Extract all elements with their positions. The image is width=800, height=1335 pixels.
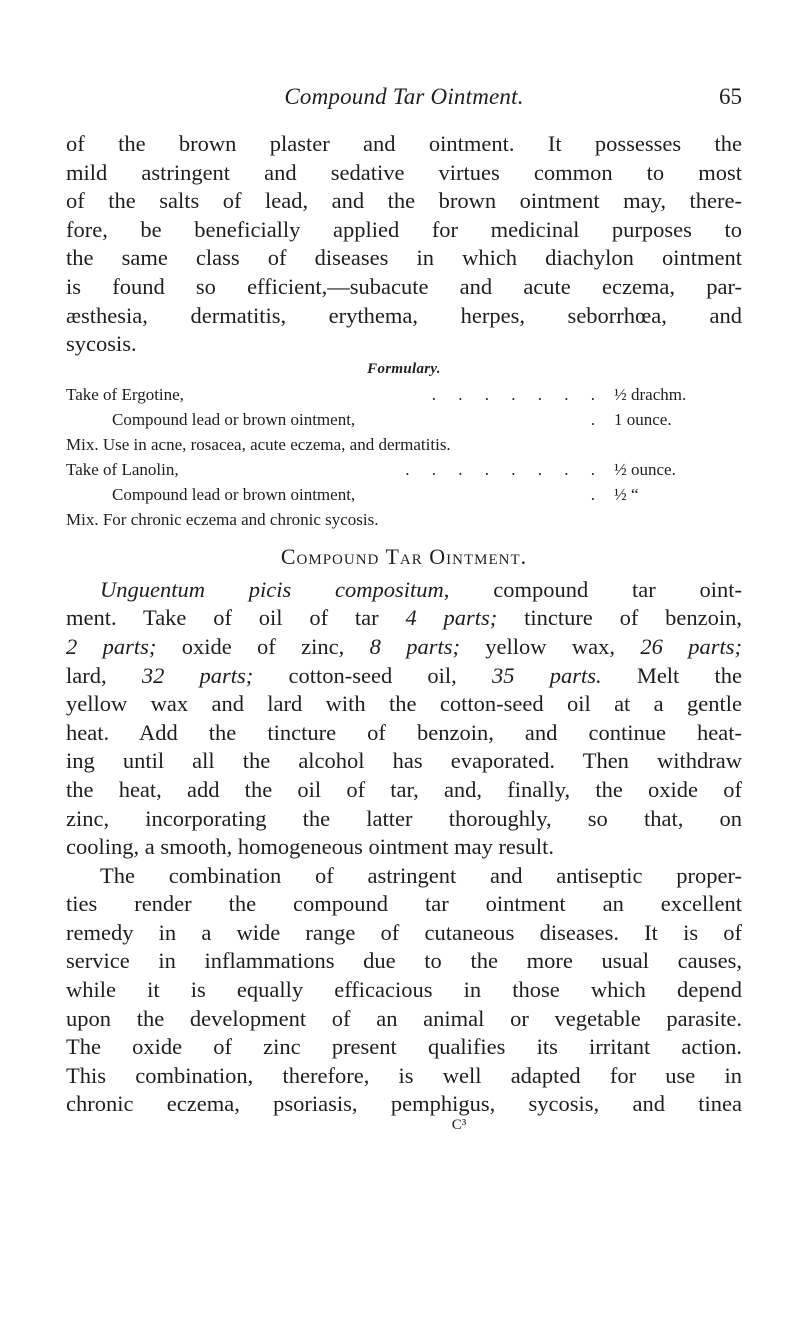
ingredient-amount: 1 ounce.: [614, 409, 672, 429]
leader-dots: . . . . . . .: [431, 384, 604, 404]
prescription-instructions: [66, 432, 742, 457]
prescription-line: [66, 482, 742, 507]
ingredient-label: Compound lead or brown ointment,: [112, 409, 356, 429]
ingredient-amount: ½ “: [614, 484, 639, 504]
intro-paragraph: [66, 130, 742, 359]
text-line: ment. Take of oil of tar 4 parts; tincture of benzoin,: [66, 605, 743, 631]
section-title: Compound Tar Ointment.: [280, 543, 528, 569]
text-line: while it is equally efficacious in those which depend: [66, 977, 742, 1003]
leader-dots: .: [590, 484, 604, 504]
text-line: the same class of diseases in which diachylon ointment: [66, 245, 742, 271]
text-line: sycosis.: [66, 331, 137, 357]
text-line: of the salts of lead, and the brown ointment may, there-: [66, 188, 742, 214]
leader-dots: . . . . . . . .: [405, 459, 604, 479]
formulary-block: [66, 382, 742, 532]
mix-instructions: Mix. Use in acne, rosacea, acute eczema, and dermatitis.: [66, 434, 451, 454]
text-line: lard, 32 parts; cotton-seed oil, 35 parts. Melt the: [66, 662, 743, 688]
ingredient-label: Compound lead or brown ointment,: [112, 484, 356, 504]
text-line: 2 parts; oxide of zinc, 8 parts; yellow wax, 26 parts;: [66, 633, 742, 659]
text-line: zinc, incorporating the latter thoroughly, so that, on: [66, 805, 742, 831]
text-line: upon the development of an animal or vegetable parasite.: [66, 1005, 742, 1031]
text-line: The oxide of zinc present qualifies its irritant action.: [66, 1034, 742, 1060]
mix-instructions: Mix. For chronic eczema and chronic sycosis.: [66, 509, 379, 529]
prescription-line: [66, 407, 742, 432]
text-line: Unguentum picis compositum, compound tar oint-: [100, 576, 742, 602]
text-line: fore, be beneficially applied for medicinal purposes to: [66, 216, 742, 242]
prescription-instructions: [66, 507, 742, 532]
body-paragraph: [66, 576, 742, 1119]
text-line: ing until all the alcohol has evaporated. Then withdraw: [66, 748, 742, 774]
page-header: [66, 84, 742, 124]
text-line: yellow wax and lard with the cotton-seed oil at a gentle: [66, 691, 742, 717]
formulary-heading: Formulary.: [367, 360, 441, 377]
text-line: mild astringent and sedative virtues common to most: [66, 159, 742, 185]
text-line: the heat, add the oil of tar, and, finally, the oxide of: [66, 776, 742, 802]
prescription-line: [66, 457, 742, 482]
text-line: chronic eczema, psoriasis, pemphigus, sycosis, and tinea: [66, 1091, 742, 1117]
page-number: 65: [719, 84, 742, 109]
text-line: æsthesia, dermatitis, erythema, herpes, seborrhœa, and: [66, 302, 742, 328]
text-line: of the brown plaster and ointment. It possesses the: [66, 131, 742, 156]
ingredient-label: Take of Ergotine,: [66, 384, 184, 404]
ingredient-amount: ½ drachm.: [614, 384, 687, 404]
book-page: [66, 0, 742, 1134]
signature-mark: C³: [451, 1117, 467, 1134]
ingredient-amount: ½ ounce.: [614, 459, 676, 479]
prescription-line: [66, 382, 742, 407]
text-line: The combination of astringent and antiseptic proper-: [100, 862, 742, 888]
text-line: is found so efficient,—subacute and acute eczema, par-: [66, 273, 742, 299]
text-line: remedy in a wide range of cutaneous diseases. It is of: [66, 919, 742, 945]
text-line: This combination, therefore, is well adapted for use in: [66, 1062, 742, 1088]
text-line: service in inflammations due to the more usual causes,: [66, 948, 742, 974]
text-line: ties render the compound tar ointment an excellent: [66, 891, 742, 917]
ingredient-label: Take of Lanolin,: [66, 459, 179, 479]
text-line: heat. Add the tincture of benzoin, and continue heat-: [66, 719, 742, 745]
leader-dots: .: [590, 409, 604, 429]
text-line: cooling, a smooth, homogeneous ointment may result.: [66, 834, 555, 860]
running-title: Compound Tar Ointment.: [284, 84, 524, 109]
